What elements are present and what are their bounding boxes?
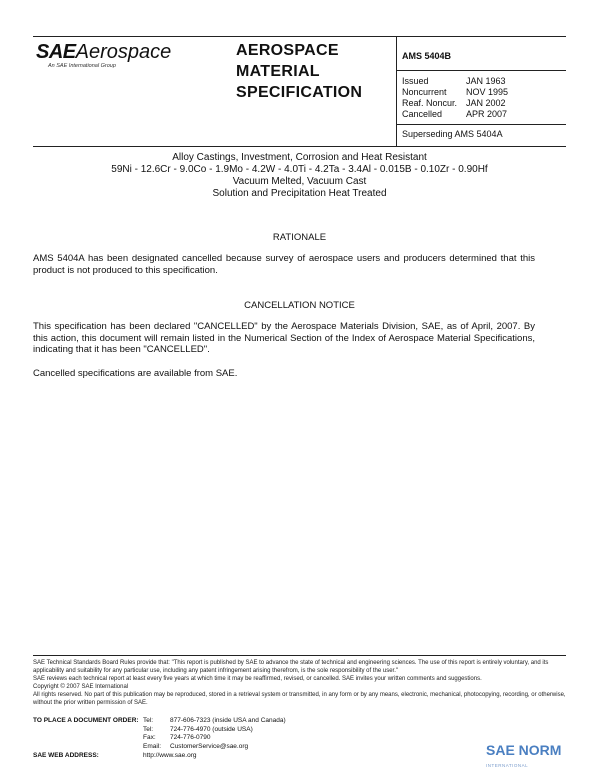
- contact-label: Tel:: [143, 725, 154, 733]
- subject-block: [33, 152, 566, 200]
- rationale-heading: RATIONALE: [272, 232, 327, 243]
- order-label: TO PLACE A DOCUMENT ORDER:: [33, 717, 139, 724]
- contact-label: Email:: [143, 742, 162, 750]
- date-label: Issued: [402, 76, 429, 86]
- contact-label: Tel:: [143, 717, 154, 724]
- web-label: SAE WEB ADDRESS:: [33, 752, 99, 759]
- title-line-3: SPECIFICATION: [236, 84, 363, 101]
- date-label: Reaf. Noncur.: [402, 98, 458, 108]
- rationale-text: AMS 5404A has been designated cancelled because survey of aerospace users and producers determined that this product is not produced to this specification.: [33, 253, 535, 276]
- date-row: [402, 98, 508, 109]
- date-row: [402, 87, 508, 98]
- watermark-text: SAE NORM: [486, 742, 562, 758]
- contact-value: 724-776-4970 (outside USA): [170, 725, 253, 733]
- date-value: JAN 1963: [466, 76, 506, 86]
- footer-review: SAE reviews each technical report at least every five years at which time it may be reaffirmed, revised, or cancelled. SAE invites your written comments and suggestions.: [33, 676, 482, 682]
- cancellation-text: This specification has been declared "CANCELLED" by the Aerospace Materials Division, SAE, as of April, 2007. By this action, this document will remain listed in the Numerical Section of the Index of Aerospace Material Specifications, indicating that it has been "CANCELLED".: [33, 321, 535, 355]
- contact-label: Fax:: [143, 734, 156, 741]
- contact-value: 724-776-0790: [170, 734, 211, 741]
- dates-rule: [396, 124, 566, 125]
- date-label: Cancelled: [402, 109, 443, 119]
- cancellation-heading: CANCELLATION NOTICE: [244, 300, 355, 311]
- footer-rights: All rights reserved. No part of this publication may be reproduced, stored in a retrieval system or transmitted, in any form or by any means, electronic, mechanical, photocopying, recording, or otherwise, without the prior written permission of SAE.: [33, 692, 566, 706]
- date-value: JAN 2002: [466, 98, 506, 108]
- sae-aerospace-logo: [36, 41, 171, 63]
- subject-line: Alloy Castings, Investment, Corrosion and Heat Resistant: [172, 152, 427, 163]
- contact-value: 877-606-7323 (inside USA and Canada): [170, 717, 286, 724]
- subject-line: Solution and Precipitation Heat Treated: [212, 188, 387, 199]
- header-bottom-rule: [33, 146, 566, 147]
- date-table: [402, 76, 508, 120]
- footer-rules: SAE Technical Standards Board Rules provide that: "This report is published by SAE to advance the state of technical and engineering sciences. The use of this report is entirely voluntary, and its applicability and suitability for any particular use, including any patent infringement arising therefrom, is the sole responsibility of the user.": [33, 660, 549, 674]
- title-line-2: MATERIAL: [236, 63, 320, 80]
- web-link[interactable]: http://www.sae.org: [143, 752, 197, 759]
- docno-rule: [396, 70, 566, 71]
- sae-norm-watermark: [486, 742, 561, 758]
- superseding-note: Superseding AMS 5404A: [402, 129, 503, 139]
- logo-subtitle: An SAE International Group: [48, 63, 116, 69]
- subject-line: 59Ni - 12.6Cr - 9.0Co - 1.9Mo - 4.2W - 4.0Ti - 4.2Ta - 3.4Al - 0.015B - 0.10Zr - 0.90Hf: [111, 164, 488, 175]
- title-line-1: AEROSPACE: [236, 42, 339, 59]
- date-row: [402, 76, 508, 87]
- footer-legal: [33, 659, 566, 707]
- cancellation-note: Cancelled specifications are available from SAE.: [33, 368, 238, 379]
- contact-email[interactable]: CustomerService@sae.org: [170, 742, 249, 750]
- header-top-rule: [33, 36, 566, 37]
- logo-sae: SAE: [36, 41, 76, 63]
- date-row: [402, 109, 508, 120]
- date-label: Noncurrent: [402, 87, 447, 97]
- document-number: AMS 5404B: [402, 51, 452, 61]
- subject-line: Vacuum Melted, Vacuum Cast: [232, 176, 367, 187]
- date-value: APR 2007: [466, 109, 508, 119]
- footer-rule: [33, 655, 566, 656]
- date-value: NOV 1995: [466, 87, 509, 97]
- document-title: [236, 40, 362, 103]
- watermark-subtext: INTERNATIONAL: [486, 763, 529, 768]
- logo-aerospace: Aerospace: [75, 41, 172, 63]
- footer-copyright: Copyright © 2007 SAE International: [33, 684, 129, 690]
- web-address: [33, 752, 196, 759]
- order-contacts: [33, 717, 286, 751]
- header-divider: [396, 36, 397, 146]
